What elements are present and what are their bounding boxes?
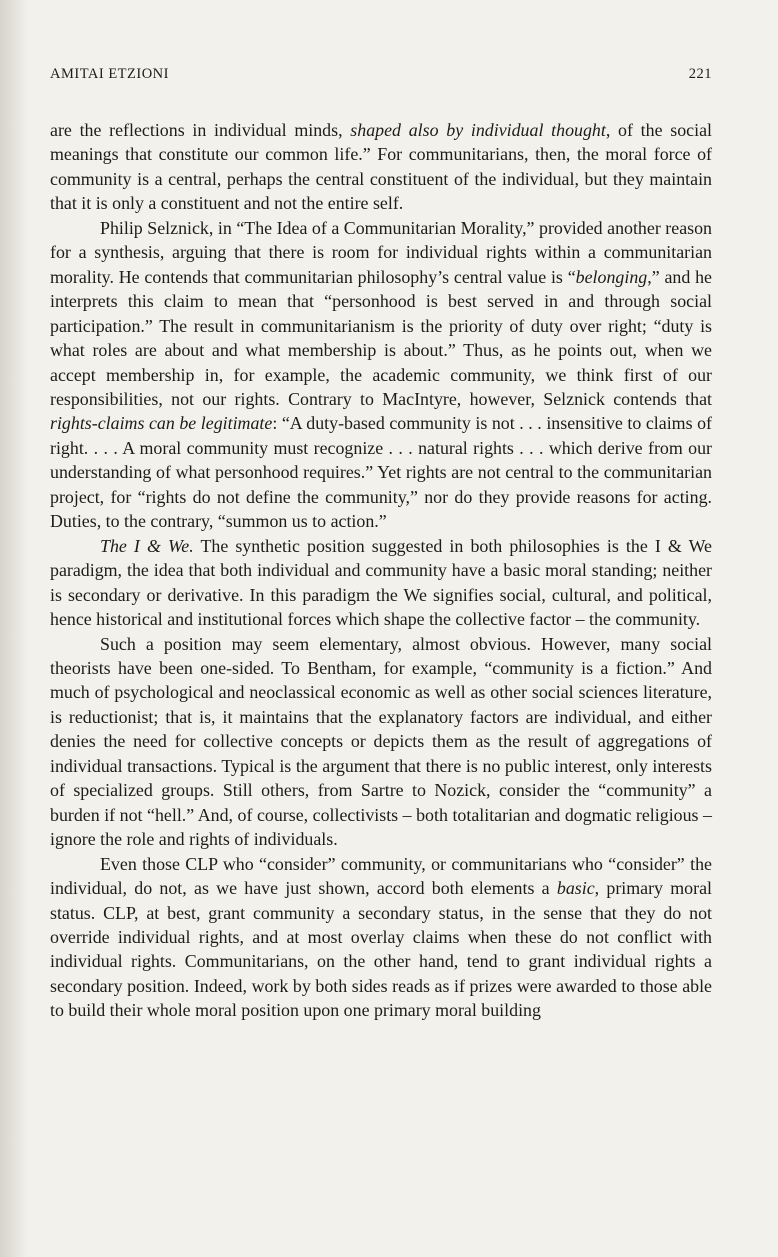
italic-text: basic [556,878,595,899]
text-run: , primary moral status. CLP, at best, grant community a secondary status, in the sense that they do not override individual rights, and at most overlay claims when these do not conflict with individual rights. Communitarians, on the other hand, tend to grant individual rights a secondary position. Indeed, work by both sides reads as if prizes were awarded to those able to build their whole moral position upon one primary moral building [50,878,712,1021]
text-run: Even those CLP who “consider” community, or communitarians who “consider” the individual, do not, as we have just shown, accord both elements a [50,853,712,899]
paragraph [50,216,712,534]
text-run: , of the social meanings that constitute our common life.” For communitarians, then, the moral force of community is a central, perhaps the central constituent of the individual, but they maintain that it is only a constituent and not the entire self. [50,120,712,214]
running-head-author: AMITAI ETZIONI [50,66,169,82]
paragraph [50,632,712,852]
text-run: Such a position may seem elementary, almost obvious. However, many social theorists have been one-sided. To Bentham, for example, “community is a fiction.” And much of psychological and neoclassical economic as well as other social sciences literature, is reductionist; that is, it maintains that the explanatory factors are individual, and either denies the need for collective concepts or depicts them as the result of aggregations of individual transactions. Typical is the argument that there is no public interest, only interests of specialized groups. Still others, from Sartre to Nozick, consider the “community” a burden if not “hell.” And, of course, collectivists – both totalitarian and dogmatic religious – ignore the role and rights of individuals. [50,633,712,850]
italic-text: rights-claims can be legitimate [50,413,273,434]
text-run: The synthetic position suggested in both philosophies is the I & We paradigm, the idea that both individual and community have a basic moral standing; neither is secondary or derivative. In this paradigm the We signifies social, cultural, and political, hence historical and institutional forces which shape the collective factor – the community. [50,535,712,630]
page-gutter-shadow [0,0,28,1257]
text-run: Philip Selznick, in “The Idea of a Communitarian Morality,” provided another reason for a synthesis, arguing that there is room for individual rights within a communitarian morality. He contends that communitarian philosophy’s central value is “ [50,217,712,287]
text-run: are the reflections in individual minds, [50,120,351,140]
paragraph [50,118,712,216]
page-number: 221 [688,66,712,82]
italic-text: shaped also by individual thought [350,120,606,140]
paragraph [50,534,712,632]
italic-text: belonging [575,266,648,287]
paragraph [50,852,712,1023]
body-text [50,118,712,1023]
text-run: ,” and he interprets this claim to mean that “personhood is best served in and through social participation.” The result in communitarianism is the priority of duty over right; “duty is what roles are about and what membership is about.” Thus, as he points out, when we accept membership in, for example, the academic community, we think first of our responsibilities, not our rights. Contrary to MacIntyre, however, Selznick contends that [50,266,712,409]
text-run: : “A duty-based community is not . . . insensitive to claims of right. . . . A moral community must recognize . . . natural rights . . . which derive from our understanding of what personhood requires.” Yet rights are not central to the communitarian project, for “rights do not define the community,” nor do they provide reasons for acting. Duties, to the contrary, “summon us to action.” [50,413,713,532]
italic-text: The I & We. [100,535,194,556]
running-head [50,66,712,86]
